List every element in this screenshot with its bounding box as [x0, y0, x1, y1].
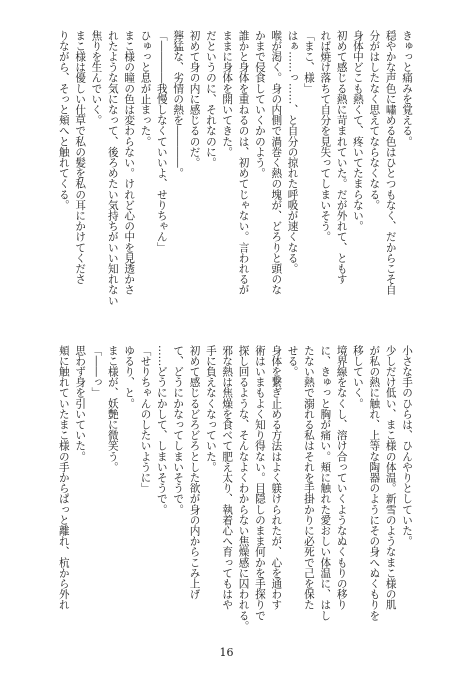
text-line: 獰猛な、劣情の熱を――――。	[172, 30, 185, 179]
text-line: 「――っ」	[90, 345, 103, 398]
text-line: て、どうにかなってしまいそうで。	[172, 345, 185, 515]
text-line: まこ様は優しい仕草で私の髪を私の耳にかけてくださ	[74, 30, 87, 285]
text-line: 喉が渇く。身の内側で渦巻く熱の塊が、どろりと頭のな	[270, 30, 283, 295]
text-line: 「――――我慢しなくていいよ、せりちゃん」	[155, 30, 168, 253]
page-number: 16	[219, 646, 234, 659]
text-line: ゆるり、と。	[123, 345, 136, 409]
text-line: れたような気になって、後ろめたい気持ちがいい知れない	[106, 30, 119, 306]
text-line: 少しだけ低い、まこ様の体温。新雪のようなまこ様の肌	[384, 345, 397, 610]
text-line: 思わず身を引いていた。	[74, 345, 87, 462]
text-line: まこ様が、妖艶に微笑う。	[106, 345, 119, 473]
text-line: ひゅっと息が止まった。	[139, 30, 152, 147]
text-line: 初めて身の内に感じるのだ。	[188, 30, 201, 168]
text-line: 初めて感じるどろどろとした欲が身の内からこみ上げ	[188, 345, 201, 600]
text-line: ……どうにかして、しまいそうで。	[155, 345, 168, 515]
text-line: 初めて感じる熱に苛まれていた。だが外れて、ともす	[335, 30, 348, 285]
text-line: 小さな手のひらは、ひんやりとしていた。	[401, 345, 413, 547]
text-line: かまで侵食していくかのよう。	[253, 30, 266, 179]
text-line: 邪な熱は焦燥を食べて肥え太り、執着心へ育ってもはや	[221, 345, 234, 610]
text-line: 術はいまもよく知り得ない。目隠しのまま何かを手探りで	[253, 345, 266, 621]
text-line: はぁ……っ……、と自分の掠れた呼吸が速くなる。	[286, 30, 299, 274]
upper-text-block	[23, 30, 415, 320]
text-line: 境界線をなくし、溶け合っていくようなぬくもりの移り	[335, 345, 348, 610]
text-line: だというのに、それなのに。	[204, 30, 217, 168]
text-line: 探し回るような、そんなよくわからない焦燥感に囚われる。	[237, 345, 250, 632]
text-line: きゅっと痛みを覚える。	[401, 30, 413, 147]
text-line: 移していく。	[351, 345, 364, 409]
text-line: 頬に触れていたまこ様の手からぱっと離れ、杭から外れ	[57, 345, 70, 610]
text-line: ままに身体を開いてきた。	[221, 30, 234, 158]
text-line: たない熱で溺れる私はそれを手掛かりに必死で己を保た	[302, 345, 315, 610]
text-line: 焦りを生んでいく。	[90, 30, 103, 126]
text-line: 「せりちゃんのしたいように」	[139, 345, 152, 494]
text-line: 穏やかな声色に嘯める色はひとつもなく、だからこそ自	[384, 30, 397, 295]
text-line: せる。	[286, 345, 299, 377]
lower-text-block	[23, 345, 415, 635]
text-line: 分がはしたなく思えてならなくなる。	[368, 30, 381, 211]
text-line: まこ様の瞳の色は変わらない。けれど心の中を見透かさ	[123, 30, 136, 295]
text-line: が私の熱に触れ、上等な陶器のようにその身へぬくもりを	[368, 345, 381, 621]
text-line: に、きゅっと胸が痛い。頬に触れた愛おしい体温に、はし	[319, 345, 332, 621]
text-line: りながら、そっと頬へと触れてくる。	[57, 30, 70, 211]
text-line: 身体を繋ぎ止める方法はよく躾けられたが、心を通わす	[270, 345, 283, 610]
text-line: 誰かと身体を重ねるのは、初めてじゃない。言われるが	[237, 30, 250, 295]
text-line: れば焼け落ちて自分を見失ってしまいそう。	[319, 30, 332, 242]
text-line: 身体中どこも熱くて、疼いてたまらない。	[351, 30, 364, 232]
text-line: 手に負えなくなっていた。	[204, 345, 217, 473]
text-line: 「まこ、様」	[302, 30, 315, 94]
